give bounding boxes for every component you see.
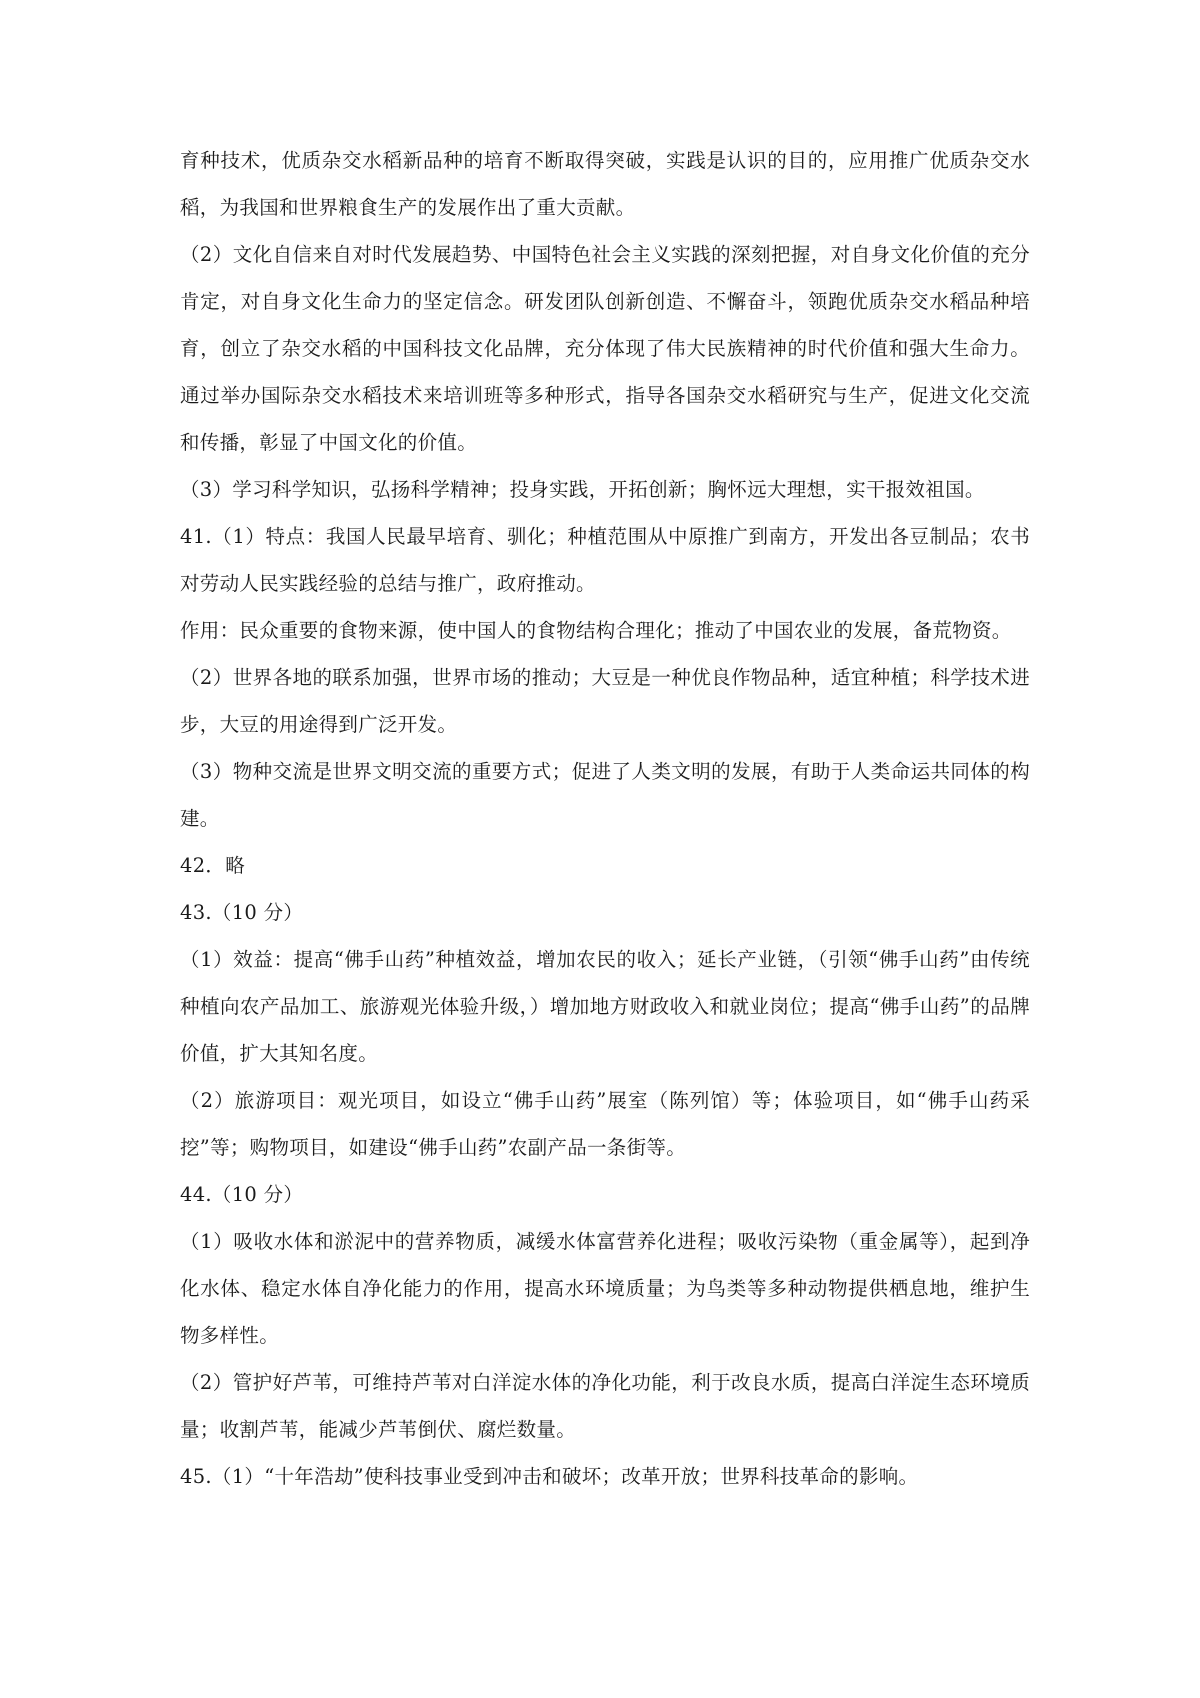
paragraph-q43-heading: 43.（10 分）: [180, 901, 304, 924]
paragraph-q41-part2: （2）世界各地的联系加强，世界市场的推动；大豆是一种优良作物品种，适宜种植；科学技术进步，大豆的用途得到广泛开发。: [180, 666, 1030, 736]
paragraph-q43-part2: （2）旅游项目：观光项目，如设立“佛手山药”展室（陈列馆）等；体验项目，如“佛手山药采挖”等；购物项目，如建设“佛手山药”农副产品一条街等。: [180, 1089, 1030, 1159]
paragraph-science-spirit: （3）学习科学知识，弘扬科学精神；投身实践，开拓创新；胸怀远大理想，实干报效祖国。: [180, 478, 985, 501]
paragraph-q42: 42．略: [180, 854, 246, 877]
document-body: [180, 137, 1030, 1500]
paragraph-q41-features: 41.（1）特点：我国人民最早培育、驯化；种植范围从中原推广到南方，开发出各豆制品；农书对劳动人民实践经验的总结与推广，政府推动。: [180, 525, 1030, 595]
paragraph-q44-part1: （1）吸收水体和淤泥中的营养物质，减缓水体富营养化进程；吸收污染物（重金属等），起到净化水体、稳定水体自净化能力的作用，提高水环境质量；为鸟类等多种动物提供栖息地，维护生物多样性。: [180, 1230, 1030, 1347]
paragraph-q41-effects: 作用：民众重要的食物来源，使中国人的食物结构合理化；推动了中国农业的发展，备荒物资。: [180, 619, 1012, 642]
paragraph-q44-part2: （2）管护好芦苇，可维持芦苇对白洋淀水体的净化功能，利于改良水质，提高白洋淀生态环境质量；收割芦苇，能减少芦苇倒伏、腐烂数量。: [180, 1371, 1030, 1441]
paragraph-cultural-confidence: （2）文化自信来自对时代发展趋势、中国特色社会主义实践的深刻把握，对自身文化价值的充分肯定，对自身文化生命力的坚定信念。研发团队创新创造、不懈奋斗，领跑优质杂交水稻品种培育，创立了杂交水稻的中国科技文化品牌，充分体现了伟大民族精神的时代价值和强大生命力。通过举办国际杂交水稻技术来培训班等多种形式，指导各国杂交水稻研究与生产，促进文化交流和传播，彰显了中国文化的价值。: [180, 243, 1030, 454]
paragraph-q41-part3: （3）物种交流是世界文明交流的重要方式；促进了人类文明的发展，有助于人类命运共同体的构建。: [180, 760, 1030, 830]
paragraph-rice-practice-end: 育种技术，优质杂交水稻新品种的培育不断取得突破，实践是认识的目的，应用推广优质杂交水稻，为我国和世界粮食生产的发展作出了重大贡献。: [180, 149, 1030, 219]
paragraph-q45-part1: 45.（1）“十年浩劫”使科技事业受到冲击和破坏；改革开放；世界科技革命的影响。: [180, 1465, 919, 1488]
paragraph-q44-heading: 44.（10 分）: [180, 1183, 304, 1206]
paragraph-q43-part1: （1）效益：提高“佛手山药”种植效益，增加农民的收入；延长产业链，（引领“佛手山药”由传统种植向农产品加工、旅游观光体验升级，）增加地方财政收入和就业岗位；提高“佛手山药”的品牌价值，扩大其知名度。: [180, 948, 1030, 1065]
